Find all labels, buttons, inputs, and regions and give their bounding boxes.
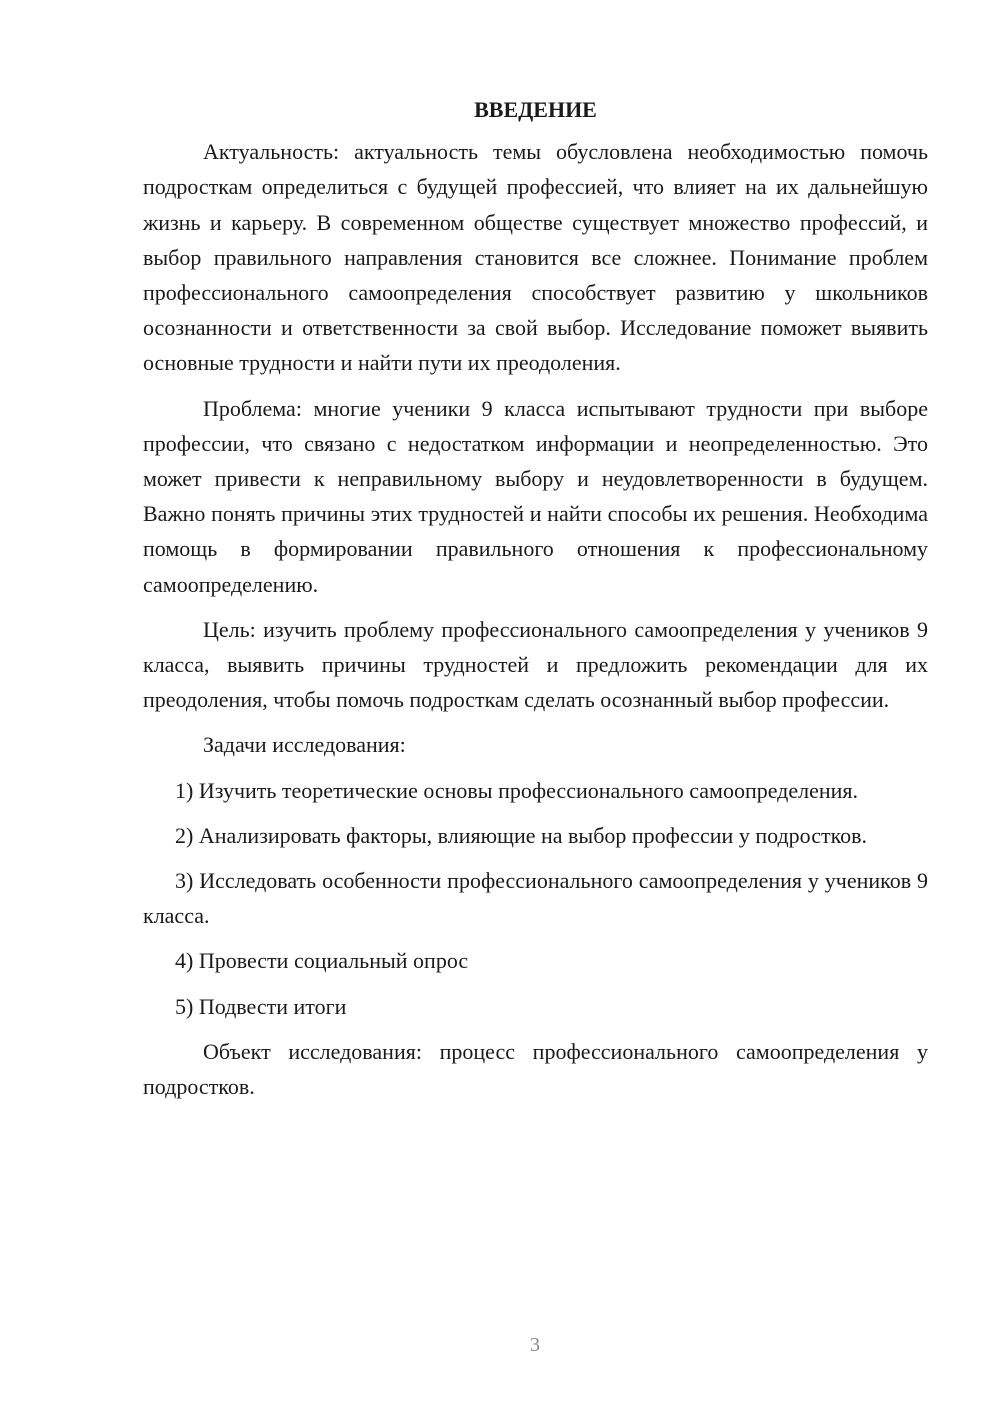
document-page (143, 92, 928, 1114)
task-item: 3) Исследовать особенности профессионального самоопределения у учеников 9 класса. (143, 868, 928, 929)
task-item: 5) Подвести итоги (175, 993, 347, 1019)
page-number: 3 (530, 1334, 540, 1356)
paragraph-relevance: Актуальность: актуальность темы обусловлена необходимостью помочь подросткам определиться с будущей профессией, что влияет на их дальнейшую жизнь и карьеру. В современном обществе существует множество профессий, и выбор правильного направления становится все сложнее. Понимание проблем профессионального самоопределения способствует развитию у школьников осознанности и ответственности за свой выбор. Исследование поможет выявить основные трудности и найти пути их преодоления. (143, 139, 928, 376)
paragraph-problem: Проблема: многие ученики 9 класса испытывают трудности при выборе профессии, что связано с недостатком информации и неопределенностью. Это может привести к неправильному выбору и неудовлетворенности в будущем. Важно понять причины этих трудностей и найти способы их решения. Необходима помощь в формировании правильного отношения к профессиональному самоопределению. (143, 395, 928, 597)
paragraph-object: Объект исследования: процесс профессионального самоопределения у подростков. (143, 1038, 928, 1100)
task-item: 4) Провести социальный опрос (175, 948, 469, 974)
task-item: 1) Изучить теоретические основы профессионального самоопределения. (175, 777, 859, 803)
paragraph-goal: Цель: изучить проблему профессионального самоопределения у учеников 9 класса, выявить причины трудностей и предложить рекомендации для их преодоления, чтобы помочь подросткам сделать осознанный выбор профессии. (143, 616, 928, 713)
tasks-heading: Задачи исследования: (203, 732, 406, 758)
section-title: ВВЕДЕНИЕ (474, 97, 597, 122)
task-item: 2) Анализировать факторы, влияющие на выбор профессии у подростков. (175, 822, 868, 848)
